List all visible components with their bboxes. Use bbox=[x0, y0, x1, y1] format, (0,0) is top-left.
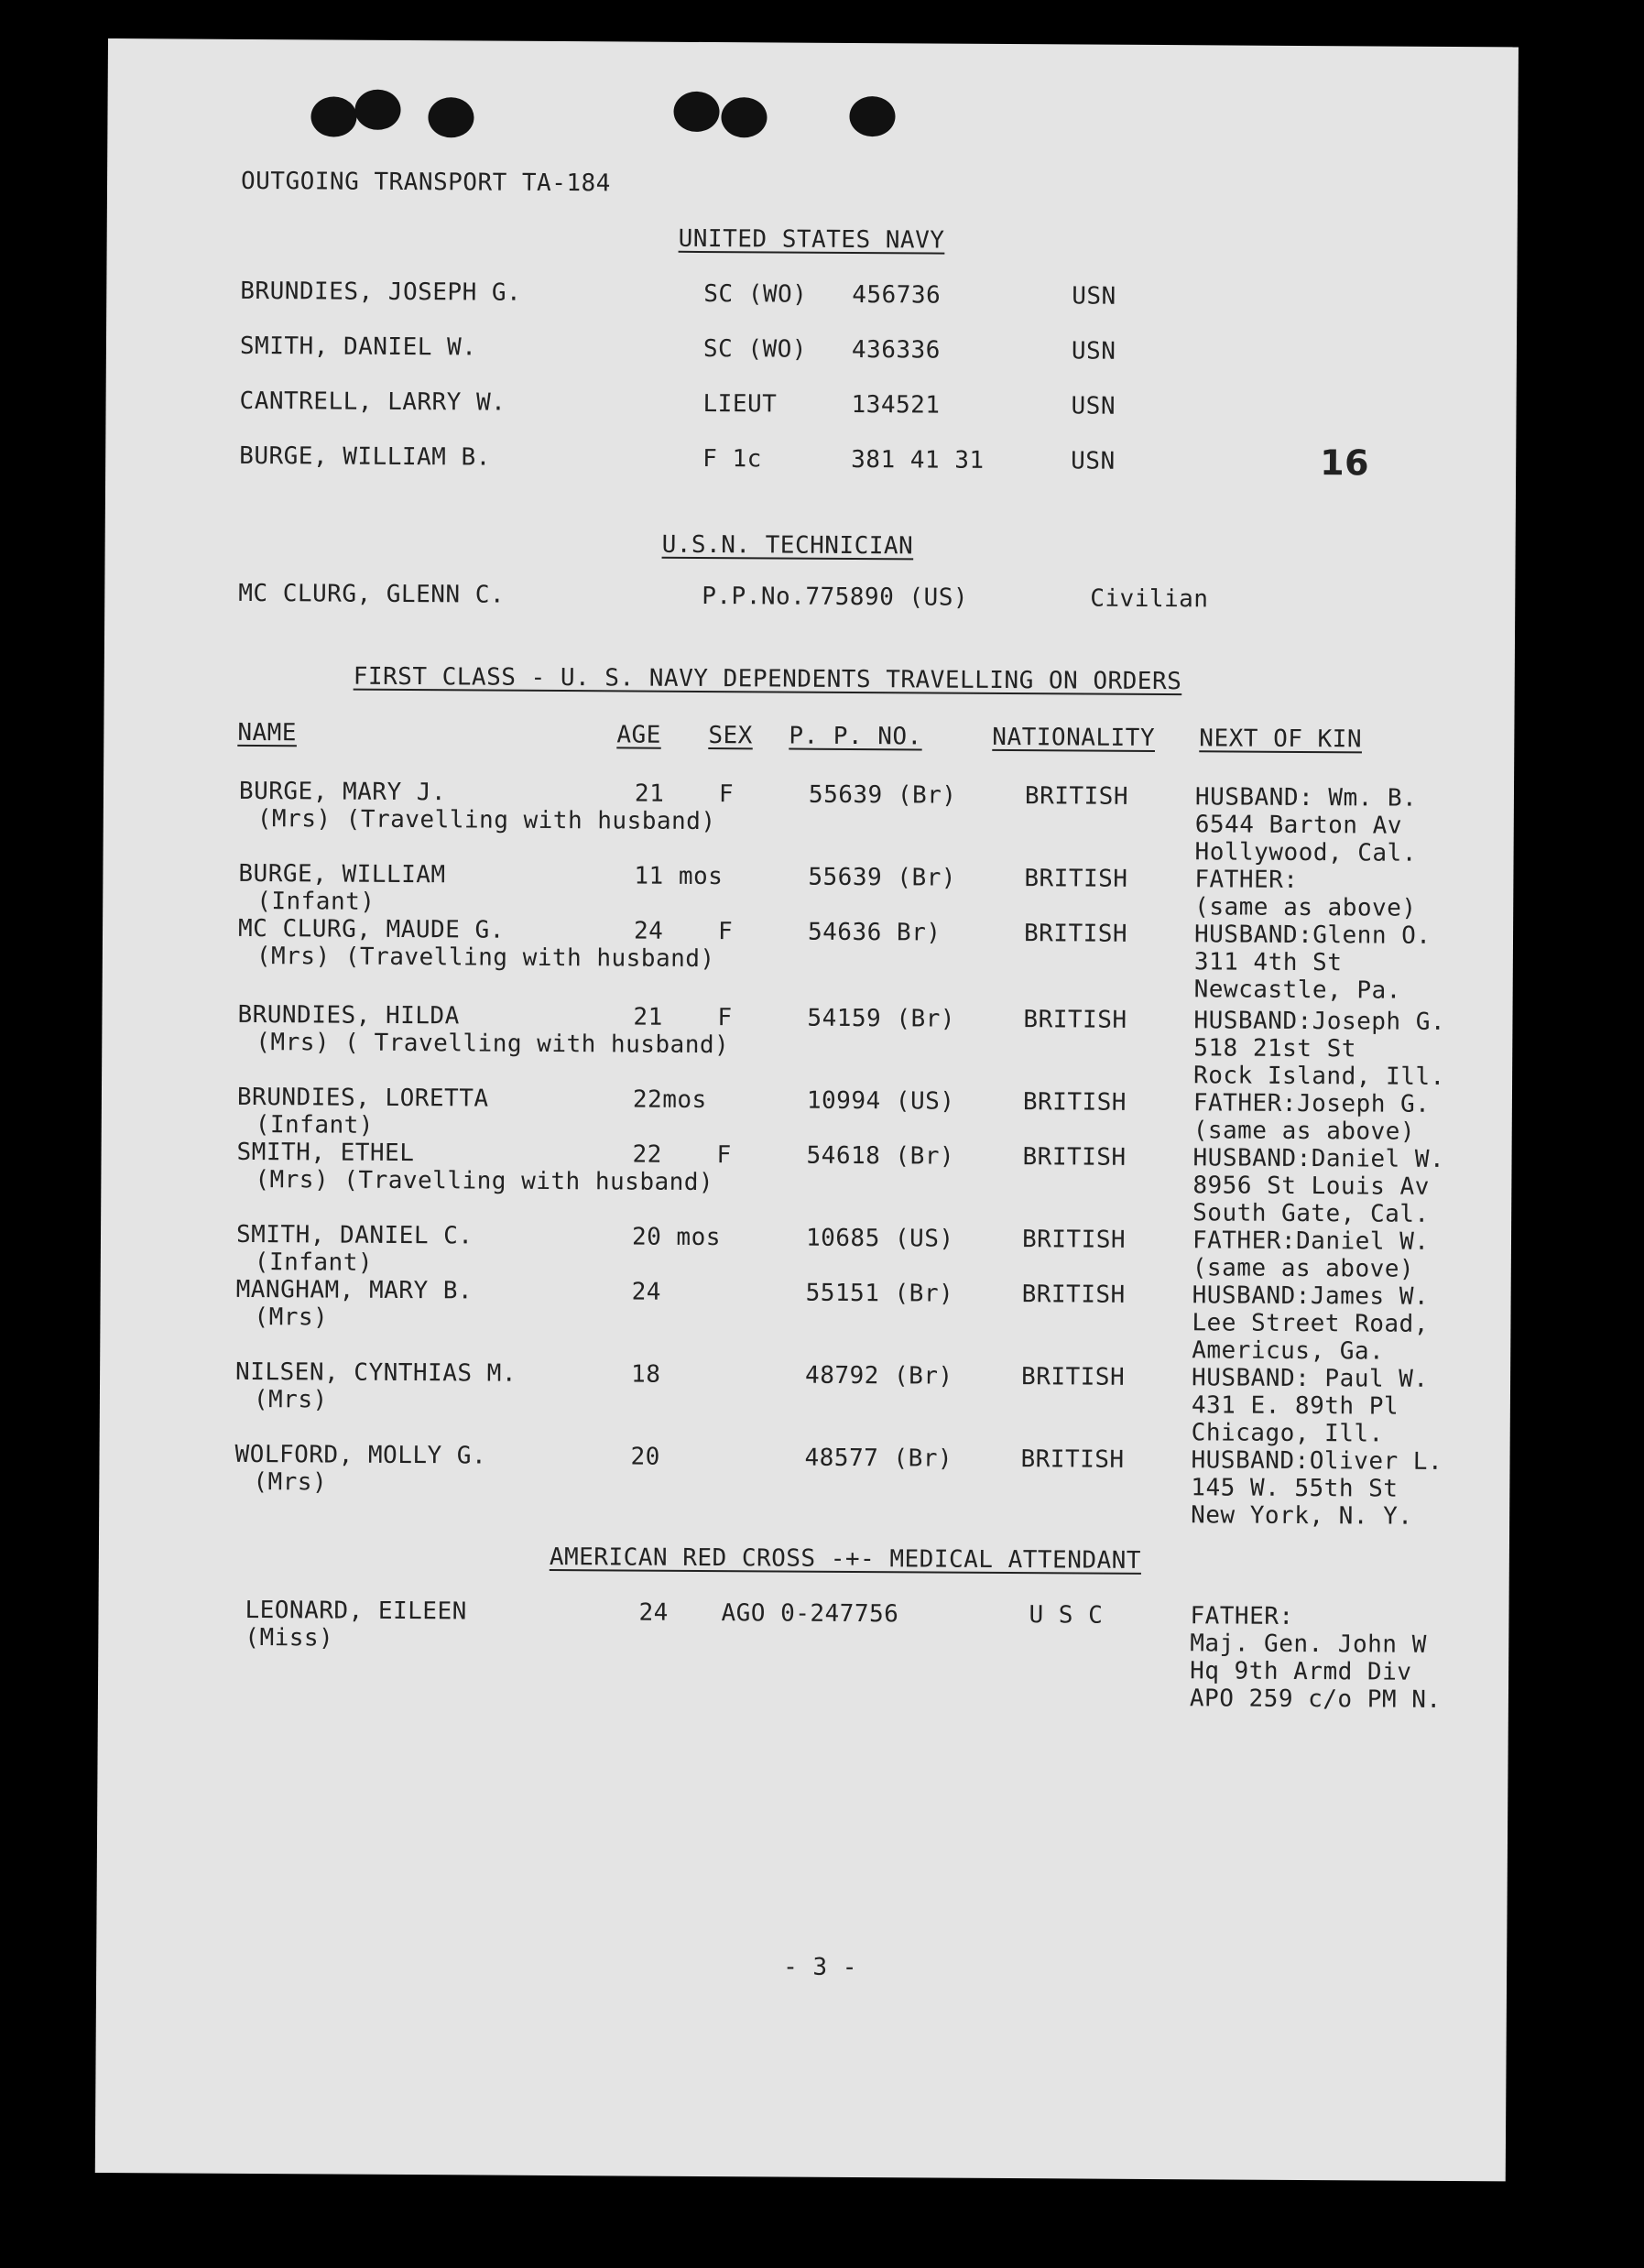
dependent-next-of-kin: FATHER: bbox=[1194, 866, 1299, 894]
attendant-name: LEONARD, EILEEN bbox=[245, 1596, 467, 1626]
dependent-next-of-kin: (same as above) bbox=[1192, 1254, 1415, 1283]
dependent-passport: 55151 (Br) bbox=[805, 1279, 954, 1308]
dependent-passport: 54636 Br) bbox=[807, 918, 942, 947]
dependent-next-of-kin: Americus, Ga. bbox=[1192, 1336, 1385, 1366]
dependent-age: 21 bbox=[633, 1003, 663, 1031]
document-title: OUTGOING TRANSPORT TA-184 bbox=[240, 167, 611, 198]
dependent-age: 24 bbox=[633, 917, 664, 945]
dependent-next-of-kin: FATHER:Joseph G. bbox=[1192, 1089, 1431, 1118]
col-header-sex: SEX bbox=[708, 722, 753, 750]
dependent-age: 22mos bbox=[632, 1085, 707, 1115]
punch-hole bbox=[849, 96, 895, 136]
dependent-nationality: BRITISH bbox=[1023, 920, 1128, 948]
attendant-service: U S C bbox=[1029, 1601, 1104, 1630]
punch-hole bbox=[310, 96, 356, 136]
dependent-next-of-kin: HUSBAND:Glenn O. bbox=[1193, 921, 1432, 950]
dependent-next-of-kin: 145 W. 55th St bbox=[1191, 1474, 1399, 1503]
dependent-passport: 55639 (Br) bbox=[808, 780, 957, 810]
dependent-next-of-kin: Rock Island, Ill. bbox=[1193, 1062, 1445, 1091]
dependent-passport: 10994 (US) bbox=[806, 1086, 955, 1116]
attendant-age: 24 bbox=[638, 1598, 669, 1627]
red-cross-heading: AMERICAN RED CROSS -+- MEDICAL ATTENDANT bbox=[549, 1543, 1142, 1575]
dependent-nationality: BRITISH bbox=[1024, 782, 1129, 811]
attendant-title: (Miss) bbox=[245, 1623, 334, 1652]
dependent-age: 20 mos bbox=[631, 1223, 722, 1252]
dependent-next-of-kin: New York, N. Y. bbox=[1191, 1501, 1413, 1531]
punch-hole bbox=[721, 97, 767, 137]
dependent-nationality: BRITISH bbox=[1023, 1006, 1127, 1034]
dependent-next-of-kin: 431 E. 89th Pl bbox=[1191, 1391, 1399, 1421]
dependent-next-of-kin: (same as above) bbox=[1192, 1117, 1416, 1146]
navy-service: USN bbox=[1071, 447, 1116, 475]
navy-number: 456736 bbox=[852, 280, 942, 310]
dependent-next-of-kin: South Gate, Cal. bbox=[1192, 1199, 1430, 1228]
navy-name: BURGE, WILLIAM B. bbox=[239, 442, 491, 472]
dependent-nationality: BRITISH bbox=[1020, 1445, 1125, 1474]
dependent-age: 18 bbox=[631, 1360, 661, 1389]
dependent-sex: F bbox=[717, 1004, 733, 1032]
dependent-next-of-kin: HUSBAND:Joseph G. bbox=[1193, 1007, 1446, 1036]
dependent-nationality: BRITISH bbox=[1021, 1363, 1126, 1391]
dependent-next-of-kin: 518 21st St bbox=[1193, 1034, 1357, 1063]
dependent-passport: 48792 (Br) bbox=[805, 1361, 953, 1390]
navy-service: USN bbox=[1071, 392, 1116, 420]
attendant-kin-1: FATHER: bbox=[1190, 1602, 1294, 1630]
navy-rank: F 1c bbox=[702, 444, 762, 474]
dependent-next-of-kin: FATHER:Daniel W. bbox=[1192, 1227, 1430, 1256]
punch-hole bbox=[428, 97, 474, 137]
dependent-nationality: BRITISH bbox=[1024, 865, 1128, 893]
navy-rank: SC (WO) bbox=[702, 334, 808, 364]
dependent-next-of-kin: HUSBAND:Daniel W. bbox=[1192, 1144, 1445, 1173]
col-header-nationality: NATIONALITY bbox=[992, 723, 1156, 752]
dependent-next-of-kin: 311 4th St bbox=[1193, 948, 1343, 977]
document-page bbox=[95, 38, 1519, 2181]
dependent-name: MC CLURG, MAUDE G. bbox=[237, 914, 505, 944]
navy-service: USN bbox=[1072, 282, 1116, 311]
col-header-pp: P. P. NO. bbox=[789, 722, 922, 751]
dependent-sex: F bbox=[716, 1141, 732, 1170]
punch-hole bbox=[354, 90, 400, 130]
dependent-name: BRUNDIES, LORETTA bbox=[236, 1083, 489, 1113]
navy-number: 134521 bbox=[851, 390, 941, 420]
dependent-passport: 55639 (Br) bbox=[808, 863, 957, 892]
dependent-status: (Mrs) bbox=[254, 1303, 329, 1332]
page-number: - 3 - bbox=[783, 1953, 858, 1982]
dependent-passport: 48577 (Br) bbox=[804, 1444, 953, 1473]
dependent-status: (Infant) bbox=[255, 1111, 375, 1139]
dependent-age: 11 mos bbox=[634, 862, 724, 891]
navy-number: 436336 bbox=[851, 335, 941, 365]
col-header-next-of-kin: NEXT OF KIN bbox=[1199, 725, 1363, 754]
dependent-name: WOLFORD, MOLLY G. bbox=[234, 1440, 487, 1470]
navy-number: 381 41 31 bbox=[851, 445, 985, 474]
dependent-next-of-kin: (same as above) bbox=[1194, 893, 1417, 922]
attendant-kin-3: Hq 9th Armd Div bbox=[1190, 1657, 1412, 1686]
dependent-status: (Mrs) bbox=[253, 1385, 328, 1414]
dependents-heading: FIRST CLASS - U. S. NAVY DEPENDENTS TRAVELLING ON ORDERS bbox=[353, 662, 1182, 696]
technician-status: Civilian bbox=[1090, 584, 1209, 614]
technician-heading: U.S.N. TECHNICIAN bbox=[661, 530, 914, 561]
attendant-kin-4: APO 259 c/o PM N. bbox=[1189, 1685, 1442, 1714]
page-mark: 16 bbox=[1320, 442, 1370, 484]
navy-name: SMITH, DANIEL W. bbox=[239, 332, 477, 362]
dependent-next-of-kin: HUSBAND: Wm. B. bbox=[1194, 783, 1418, 812]
navy-service: USN bbox=[1071, 337, 1116, 365]
navy-name: BRUNDIES, JOSEPH G. bbox=[240, 277, 522, 307]
dependent-next-of-kin: HUSBAND:James W. bbox=[1192, 1281, 1430, 1311]
dependent-next-of-kin: HUSBAND:Oliver L. bbox=[1191, 1446, 1443, 1476]
navy-rank: SC (WO) bbox=[703, 279, 808, 309]
dependent-passport: 10685 (US) bbox=[805, 1224, 954, 1253]
dependent-next-of-kin: HUSBAND: Paul W. bbox=[1191, 1364, 1429, 1393]
navy-name: CANTRELL, LARRY W. bbox=[239, 387, 506, 417]
attendant-id: AGO 0-247756 bbox=[721, 1599, 899, 1629]
dependent-status: (Infant) bbox=[256, 888, 376, 916]
dependent-sex: F bbox=[717, 918, 734, 946]
dependent-sex: F bbox=[718, 780, 735, 809]
dependent-next-of-kin: Hollywood, Cal. bbox=[1194, 838, 1417, 867]
dependent-status: (Mrs) (Travelling with husband) bbox=[256, 805, 716, 836]
navy-heading: UNITED STATES NAVY bbox=[678, 224, 945, 255]
technician-passport: P.P.No.775890 (US) bbox=[702, 582, 969, 612]
dependent-name: BURGE, WILLIAM bbox=[238, 859, 446, 889]
dependent-next-of-kin: 6544 Barton Av bbox=[1194, 811, 1403, 840]
dependent-next-of-kin: Chicago, Ill. bbox=[1191, 1419, 1384, 1448]
dependent-nationality: BRITISH bbox=[1021, 1281, 1126, 1309]
dependent-name: MANGHAM, MARY B. bbox=[235, 1275, 474, 1305]
dependent-name: SMITH, DANIEL C. bbox=[235, 1220, 474, 1250]
dependent-age: 24 bbox=[631, 1278, 662, 1306]
dependent-name: NILSEN, CYNTHIAS M. bbox=[235, 1358, 517, 1388]
dependent-age: 21 bbox=[634, 780, 665, 808]
dependent-next-of-kin: Lee Street Road, bbox=[1192, 1309, 1429, 1338]
dependent-name: BURGE, MARY J. bbox=[238, 777, 447, 807]
dependent-age: 22 bbox=[632, 1140, 662, 1169]
dependent-nationality: BRITISH bbox=[1021, 1226, 1127, 1254]
dependent-nationality: BRITISH bbox=[1022, 1088, 1127, 1117]
dependent-age: 20 bbox=[630, 1443, 660, 1471]
technician-name: MC CLURG, GLENN C. bbox=[238, 579, 506, 609]
dependent-status: (Infant) bbox=[254, 1248, 374, 1277]
navy-rank: LIEUT bbox=[702, 389, 778, 419]
dependent-nationality: BRITISH bbox=[1022, 1143, 1127, 1172]
col-header-age: AGE bbox=[616, 721, 661, 749]
dependent-name: BRUNDIES, HILDA bbox=[237, 1000, 460, 1030]
dependent-status: (Mrs) bbox=[253, 1467, 328, 1497]
dependent-status: (Mrs) (Travelling with husband) bbox=[255, 1166, 714, 1197]
dependent-status: (Mrs) (Travelling with husband) bbox=[256, 943, 715, 974]
dependent-passport: 54618 (Br) bbox=[806, 1141, 955, 1171]
dependent-passport: 54159 (Br) bbox=[807, 1004, 956, 1033]
dependent-status: (Mrs) ( Travelling with husband) bbox=[256, 1029, 730, 1060]
punch-hole bbox=[673, 92, 719, 132]
attendant-kin-2: Maj. Gen. John W bbox=[1190, 1630, 1427, 1659]
col-header-name: NAME bbox=[237, 718, 298, 747]
dependent-name: SMITH, ETHEL bbox=[236, 1138, 415, 1168]
dependent-next-of-kin: 8956 St Louis Av bbox=[1192, 1172, 1430, 1201]
dependent-next-of-kin: Newcastle, Pa. bbox=[1193, 976, 1401, 1005]
